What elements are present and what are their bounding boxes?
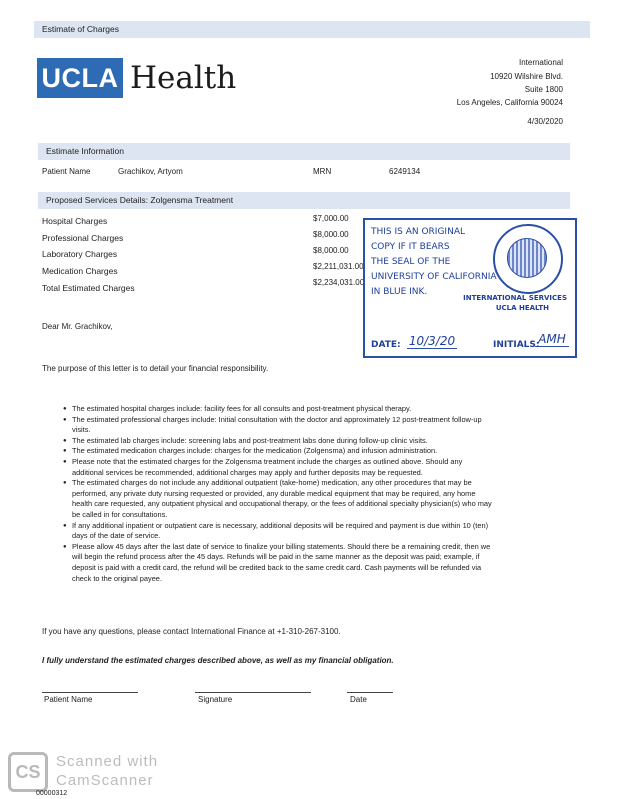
patient-name-label: Patient Name [42, 167, 91, 176]
list-item: ● Please allow 45 days after the last date of service to finalize your billing statements. Should there be a remaining credit, then we will begin the refund process after the 45 days. Refunds will be paid in the same manner as the deposit was paid; example, if deposit is paid with a credit card, the refund will be credited back to the same credit card. Cash payments will be refunded via check to the original payee. [64, 542, 494, 584]
stamp-initials-label: INITIALS: [493, 340, 540, 350]
address-line-1: International [518, 58, 563, 67]
page-id: 00000312 [36, 790, 68, 797]
stamp-date-value: 10/3/20 [408, 334, 456, 348]
service-value-hospital: $7,000.00 [313, 214, 349, 223]
service-value-total: $2,234,031.00 [313, 278, 365, 287]
date-line [347, 692, 393, 693]
service-label-laboratory: Laboratory Charges [42, 249, 118, 259]
list-item: ● The estimated lab charges include: screening labs and post-treatment labs done during follow-up clinic visits. [64, 436, 494, 447]
health-wordmark: Health [130, 60, 237, 96]
camscanner-logo-icon: CS [8, 752, 48, 792]
stamp-org-1: INTERNATIONAL SERVICES [463, 294, 567, 302]
stamp-line-3: THE SEAL OF THE [371, 257, 451, 267]
signature-caption: Signature [198, 695, 233, 704]
stamp-org-2: UCLA HEALTH [495, 304, 549, 312]
stamp-initials-value: AMH [535, 332, 569, 347]
stamp-line-2: COPY IF IT BEARS [371, 242, 450, 252]
stamp-line-5: IN BLUE INK. [371, 287, 428, 297]
ucla-logo: UCLA [37, 58, 123, 98]
service-value-professional: $8,000.00 [313, 230, 349, 239]
original-copy-stamp [363, 218, 577, 358]
address-block [457, 56, 563, 128]
service-label-hospital: Hospital Charges [42, 216, 108, 226]
university-seal-icon [493, 224, 563, 294]
service-label-medication: Medication Charges [42, 266, 118, 276]
greeting: Dear Mr. Grachikov, [42, 322, 113, 331]
stamp-line-4: UNIVERSITY OF CALIFORNIA [371, 272, 497, 282]
service-label-professional: Professional Charges [42, 233, 124, 243]
service-label-total: Total Estimated Charges [42, 283, 135, 293]
stamp-date-label: DATE: [371, 340, 401, 350]
scanner-line-2: CamScanner [56, 772, 154, 789]
list-item: ● Please note that the estimated charges for the Zolgensma treatment include the charges as outlined above. Should any additional services be recommended, additional charges may apply and further deposits may be requested. [64, 457, 494, 478]
services-bar [38, 192, 570, 209]
service-value-laboratory: $8,000.00 [313, 246, 349, 255]
header-bar [34, 21, 590, 38]
patient-name-line [42, 692, 138, 693]
date-caption: Date [350, 695, 367, 704]
patient-name-value: Grachikov, Artyom [118, 167, 183, 176]
questions-text: If you have any questions, please contact International Finance at +1-310-267-3100. [42, 627, 341, 636]
patient-name-caption: Patient Name [44, 695, 93, 704]
service-value-medication: $2,211,031.00 [313, 262, 364, 271]
estimate-info-title: Estimate Information [46, 146, 124, 156]
mrn-value: 6249134 [389, 167, 421, 176]
list-item: ● The estimated hospital charges include: facility fees for all consults and post-treatment physical therapy. [64, 404, 494, 415]
list-item: ● The estimated medication charges include: charges for the medication (Zolgensma) and infusion administration. [64, 446, 494, 457]
address-line-4: Los Angeles, California 90024 [456, 98, 563, 107]
charge-details-list [64, 404, 494, 584]
services-title: Proposed Services Details: Zolgensma Treatment [46, 195, 234, 205]
address-line-2: 10920 Wilshire Blvd. [490, 72, 563, 81]
list-item: ● If any additional inpatient or outpatient care is necessary, additional deposits will be required and payment is due within 10 (ten) days of the date of service. [64, 521, 494, 542]
stamp-line-1: THIS IS AN ORIGINAL [371, 227, 465, 237]
list-item: ● The estimated charges do not include any additional outpatient (take-home) medication, any other procedures that may be performed, any private duty nursing requested or provided, any durable medical equipment that may be required, any home health care requested, any outpatient physical and occupational therapy, or the fees of additional specialty physician(s) who may be called in for consultations. [64, 478, 494, 520]
mrn-label: MRN [313, 167, 332, 176]
purpose-text: The purpose of this letter is to detail your financial responsibility. [42, 364, 269, 373]
stamp-text [371, 225, 497, 300]
acknowledgement-text: I fully understand the estimated charges described above, as well as my financial obligation. [42, 656, 394, 665]
header-title: Estimate of Charges [42, 24, 120, 34]
list-item: ● The estimated professional charges include: Initial consultation with the doctor and approximately 12 post-treatment follow-up visits. [64, 415, 494, 436]
letter-date: 4/30/2020 [527, 117, 563, 126]
signature-line [195, 692, 311, 693]
estimate-info-bar [38, 143, 570, 160]
address-line-3: Suite 1800 [524, 85, 563, 94]
scanner-line-1: Scanned with [56, 753, 159, 770]
